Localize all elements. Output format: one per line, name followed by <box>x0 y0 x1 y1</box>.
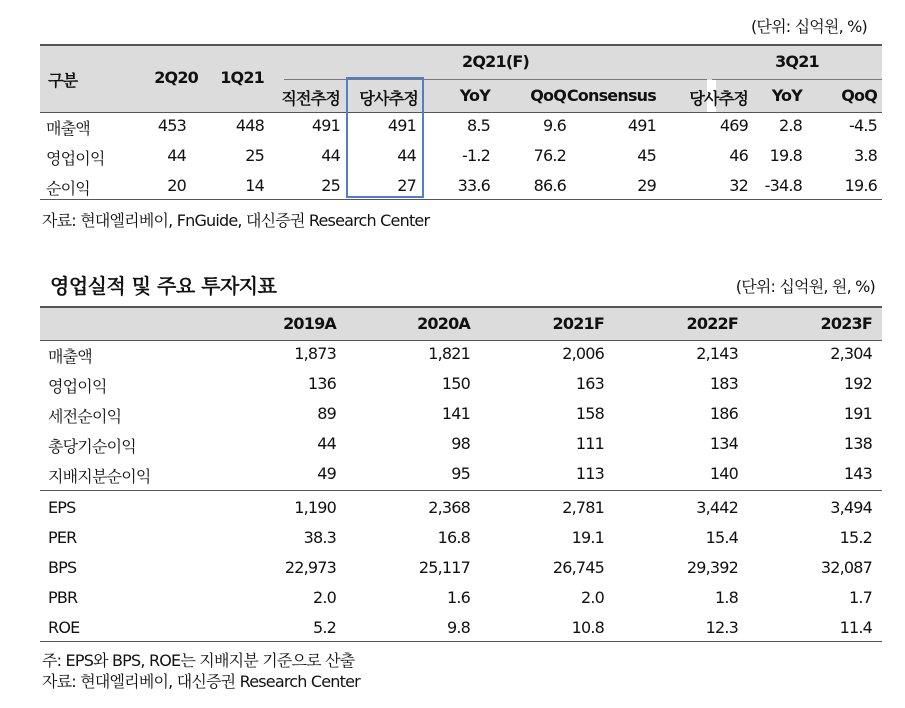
cell-value: 19.8 <box>769 146 802 165</box>
cell-value: 45 <box>637 146 656 165</box>
header-year: 2023F <box>820 314 872 333</box>
cell-value: 2,006 <box>562 344 604 363</box>
quarterly-estimate-table <box>40 44 882 200</box>
cell-value: 44 <box>167 146 186 165</box>
cell-value: -1.2 <box>461 146 490 165</box>
row-label: PBR <box>48 588 78 607</box>
row-label: 세전순이익 <box>48 407 122 426</box>
cell-value: 143 <box>843 464 872 483</box>
cell-value: 44 <box>317 434 336 453</box>
cell-value: 15.4 <box>705 528 738 547</box>
table2-bottom-rule <box>40 641 882 642</box>
header-1q21: 1Q21 <box>220 68 264 87</box>
cell-value: 89 <box>317 404 336 423</box>
header-yoy-3q21: YoY <box>771 86 802 105</box>
group-underline-3q21 <box>712 79 882 80</box>
cell-value: 76.2 <box>533 146 566 165</box>
table1-unit-label: (단위: 십억원, %) <box>750 17 867 36</box>
cell-value: 186 <box>709 404 738 423</box>
cell-value: -34.8 <box>764 176 802 195</box>
cell-value: 1.8 <box>714 588 738 607</box>
cell-value: 25 <box>245 146 264 165</box>
header-consensus: Consensus <box>566 86 656 105</box>
cell-value: 12.3 <box>705 618 738 637</box>
cell-value: 1,190 <box>294 498 336 517</box>
header-our-estimate-3q21: 당사추정 <box>689 89 748 108</box>
table2-header-rule <box>40 340 882 341</box>
cell-value: 49 <box>317 464 336 483</box>
cell-value: 158 <box>575 404 604 423</box>
cell-value: 1.7 <box>848 588 872 607</box>
row-label: PER <box>48 528 77 547</box>
cell-value: 3,442 <box>696 498 738 517</box>
header-group-3q21: 3Q21 <box>775 52 819 71</box>
cell-value: 29 <box>637 176 656 195</box>
cell-value: 1,873 <box>294 344 336 363</box>
header-qoq-3q21: QoQ <box>841 86 877 105</box>
cell-value: 98 <box>451 434 470 453</box>
cell-value: 150 <box>441 374 470 393</box>
row-label: 영업이익 <box>46 149 105 168</box>
row-label: ROE <box>48 618 80 637</box>
cell-value: 448 <box>235 116 264 135</box>
header-group-2q21: 2Q21(F) <box>462 52 529 71</box>
cell-value: 16.8 <box>437 528 470 547</box>
cell-value: 27 <box>397 176 416 195</box>
table1-header-rule <box>40 112 882 113</box>
header-yoy: YoY <box>459 86 490 105</box>
cell-value: 134 <box>709 434 738 453</box>
source-line: 자료: 현대엘리베이, 대신증권 Research Center <box>42 672 360 691</box>
cell-value: 20 <box>167 176 186 195</box>
cell-value: 3,494 <box>830 498 872 517</box>
table1-bottom-rule <box>40 199 882 200</box>
cell-value: 22,973 <box>284 558 336 577</box>
cell-value: 163 <box>575 374 604 393</box>
table2-notes <box>42 650 360 692</box>
earnings-indicator-table <box>40 306 882 642</box>
header-2q20: 2Q20 <box>154 68 198 87</box>
cell-value: 44 <box>397 146 416 165</box>
cell-value: 95 <box>451 464 470 483</box>
cell-value: 19.6 <box>844 176 877 195</box>
cell-value: 9.6 <box>542 116 566 135</box>
header-year: 2022F <box>686 314 738 333</box>
cell-value: 32 <box>729 176 748 195</box>
header-category: 구분 <box>48 71 78 90</box>
cell-value: 136 <box>307 374 336 393</box>
row-label: BPS <box>48 558 77 577</box>
cell-value: 8.5 <box>466 116 490 135</box>
cell-value: 14 <box>245 176 264 195</box>
cell-value: 29,392 <box>686 558 738 577</box>
row-label: 영업이익 <box>48 377 107 396</box>
header-year: 2021F <box>552 314 604 333</box>
row-label: 총당기순이익 <box>48 437 136 456</box>
cell-value: 2,304 <box>830 344 872 363</box>
cell-value: 46 <box>729 146 748 165</box>
cell-value: 192 <box>843 374 872 393</box>
cell-value: 1,821 <box>428 344 470 363</box>
cell-value: 44 <box>321 146 340 165</box>
table1-source: 자료: 현대엘리베이, FnGuide, 대신증권 Research Center <box>42 211 430 230</box>
row-label: 매출액 <box>46 119 90 138</box>
cell-value: 491 <box>387 116 416 135</box>
our-estimate-highlight-box <box>346 77 424 198</box>
cell-value: 25,117 <box>418 558 470 577</box>
row-label: 지배지분순이익 <box>48 467 151 486</box>
cell-value: 2.8 <box>778 116 802 135</box>
cell-value: 5.2 <box>312 618 336 637</box>
header-prev-estimate: 직전추정 <box>281 89 340 108</box>
note-line: 주: EPS와 BPS, ROE는 지배지분 기준으로 산출 <box>42 651 355 670</box>
header-year: 2020A <box>417 314 470 333</box>
cell-value: 191 <box>843 404 872 423</box>
cell-value: 140 <box>709 464 738 483</box>
cell-value: 9.8 <box>446 618 470 637</box>
cell-value: 15.2 <box>839 528 872 547</box>
cell-value: 3.8 <box>853 146 877 165</box>
header-our-estimate: 당사추정 <box>359 89 418 108</box>
cell-value: 453 <box>157 116 186 135</box>
header-qoq: QoQ <box>530 86 566 105</box>
cell-value: 113 <box>575 464 604 483</box>
row-label: 순이익 <box>46 179 90 198</box>
cell-value: 138 <box>843 434 872 453</box>
row-label: 매출액 <box>48 347 92 366</box>
cell-value: 2,143 <box>696 344 738 363</box>
cell-value: 11.4 <box>839 618 872 637</box>
table2-section-rule <box>40 490 882 491</box>
cell-value: 2.0 <box>312 588 336 607</box>
cell-value: -4.5 <box>848 116 877 135</box>
table2-unit-label: (단위: 십억원, 원, %) <box>735 277 875 296</box>
cell-value: 141 <box>441 404 470 423</box>
header-year: 2019A <box>283 314 336 333</box>
cell-value: 1.6 <box>446 588 470 607</box>
cell-value: 32,087 <box>820 558 872 577</box>
cell-value: 19.1 <box>571 528 604 547</box>
cell-value: 2,368 <box>428 498 470 517</box>
cell-value: 2.0 <box>580 588 604 607</box>
cell-value: 25 <box>321 176 340 195</box>
cell-value: 86.6 <box>533 176 566 195</box>
cell-value: 2,781 <box>562 498 604 517</box>
cell-value: 491 <box>311 116 340 135</box>
cell-value: 183 <box>709 374 738 393</box>
cell-value: 469 <box>719 116 748 135</box>
cell-value: 10.8 <box>571 618 604 637</box>
cell-value: 111 <box>575 434 604 453</box>
cell-value: 38.3 <box>303 528 336 547</box>
cell-value: 33.6 <box>457 176 490 195</box>
cell-value: 26,745 <box>552 558 604 577</box>
section-title: 영업실적 및 주요 투자지표 <box>50 274 277 298</box>
cell-value: 491 <box>627 116 656 135</box>
row-label: EPS <box>48 498 76 517</box>
